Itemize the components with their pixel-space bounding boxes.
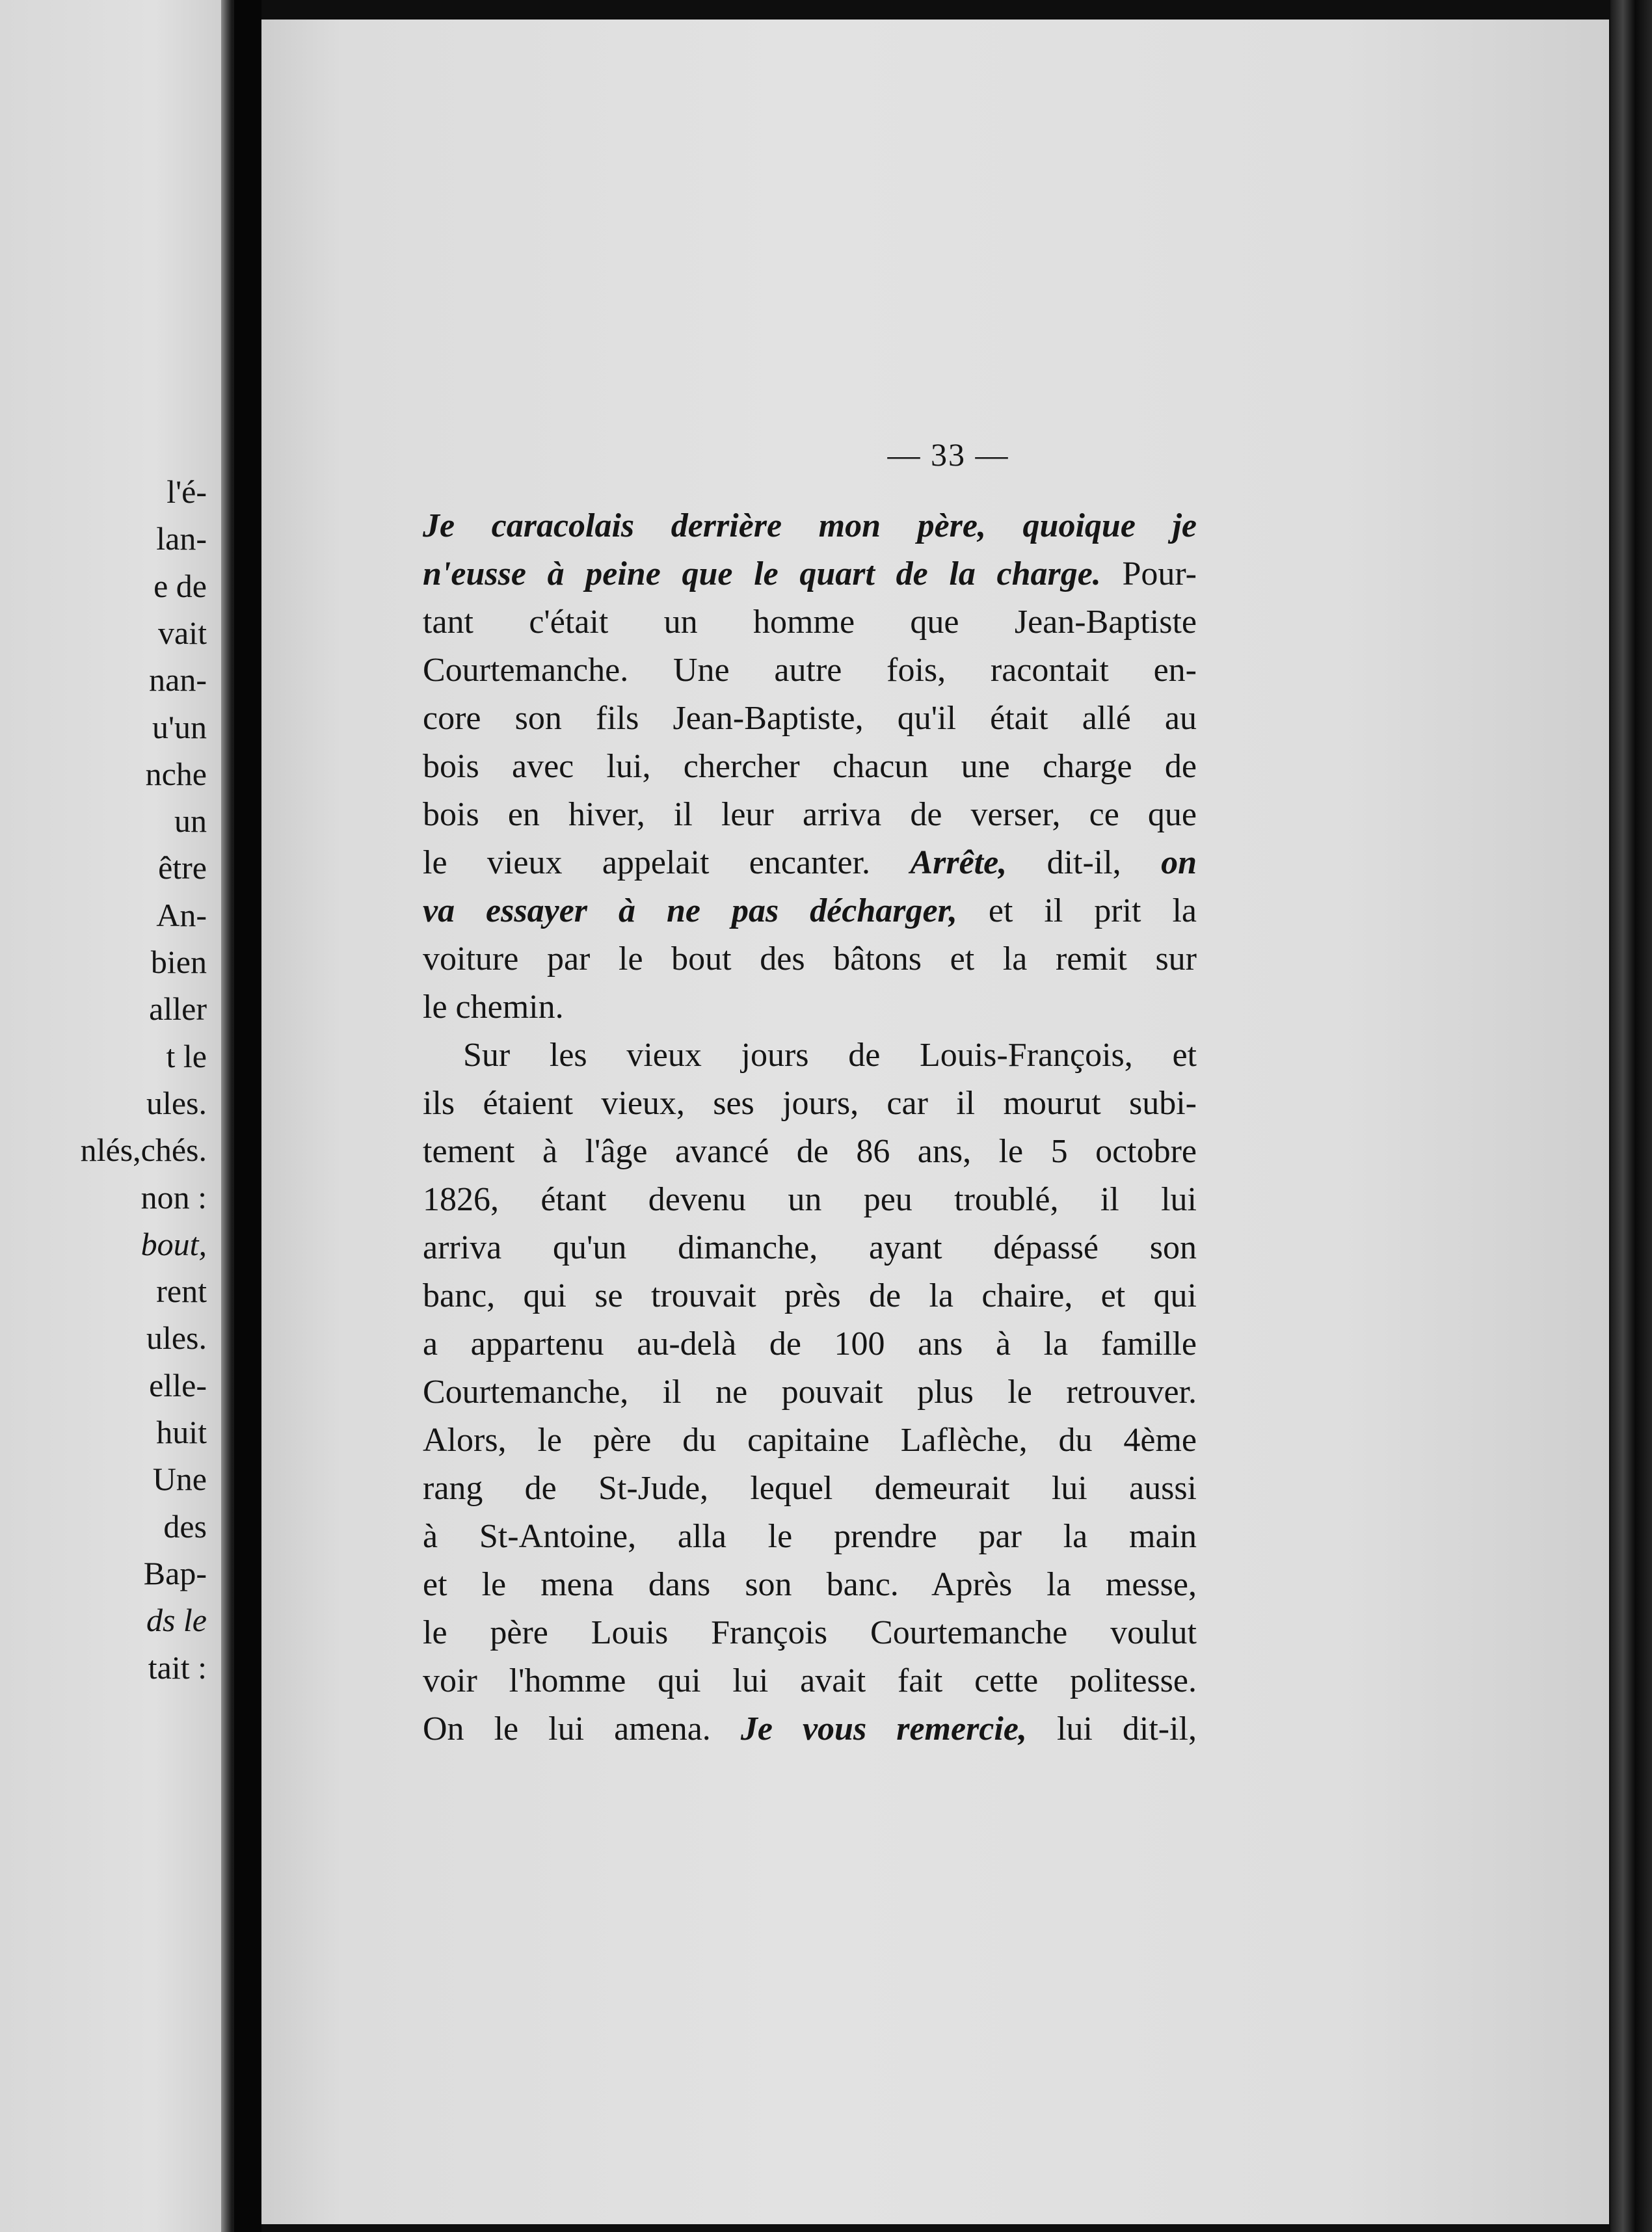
text-span: tement à l'âge avancé de 86 ans, le 5 octobre	[423, 1133, 1197, 1170]
book-spine	[234, 0, 261, 2232]
left-page-line: tait :	[148, 1649, 207, 1686]
text-line	[423, 598, 1197, 646]
text-line	[423, 1368, 1197, 1416]
text-line	[423, 1609, 1197, 1657]
left-page-line: ules.	[146, 1320, 207, 1357]
text-line	[423, 1320, 1197, 1368]
left-page-line: Bap-	[143, 1554, 207, 1591]
left-page-line: aller	[149, 990, 207, 1028]
text-line	[423, 1465, 1197, 1513]
text-line	[423, 502, 1197, 550]
left-page-line: nan-	[149, 661, 207, 698]
text-line	[423, 1176, 1197, 1224]
text-line	[423, 887, 1197, 935]
left-page-line: des	[163, 1508, 207, 1545]
text-line	[423, 695, 1197, 743]
text-line	[423, 1224, 1197, 1272]
text-span: Pour-	[1100, 555, 1197, 592]
text-line	[423, 1128, 1197, 1176]
text-span: voiture par le bout des bâtons et la remit sur	[423, 940, 1197, 977]
text-line	[423, 935, 1197, 983]
text-span: bois en hiver, il leur arriva de verser, ce que	[423, 796, 1197, 833]
left-page-line: huit	[156, 1414, 207, 1450]
left-page-line: ules.	[146, 1084, 207, 1121]
left-page-line: nlés,chés.	[80, 1132, 207, 1169]
text-span: le père Louis François Courtemanche voulut	[423, 1614, 1197, 1651]
text-span: le vieux appelait encanter.	[423, 844, 911, 881]
italic-text: Je vous remercie,	[740, 1710, 1027, 1747]
text-span: arriva qu'un dimanche, ayant dépassé son	[423, 1229, 1197, 1266]
text-line	[423, 1657, 1197, 1705]
text-line	[423, 1561, 1197, 1609]
text-span: lui dit-il,	[1026, 1710, 1197, 1747]
left-page-line: non :	[140, 1178, 207, 1216]
left-page-line: rent	[156, 1273, 207, 1310]
text-span: On le lui amena.	[423, 1710, 741, 1747]
left-page-line: bout,	[140, 1225, 207, 1262]
left-page-line: un	[174, 803, 207, 840]
page-number: — 33 —	[887, 436, 1009, 473]
text-line	[423, 1080, 1197, 1128]
left-page-line: nche	[145, 755, 207, 792]
text-span: ils étaient vieux, ses jours, car il mourut subi-	[423, 1085, 1197, 1122]
text-span: core son fils Jean-Baptiste, qu'il était allé au	[423, 700, 1197, 737]
left-page-line: lan-	[156, 520, 207, 557]
text-span: tant c'était un homme que Jean-Baptiste	[423, 604, 1197, 641]
text-line	[423, 1272, 1197, 1320]
text-line	[423, 839, 1197, 887]
text-span: bois avec lui, chercher chacun une charge de	[423, 748, 1197, 785]
left-page-line: vait	[158, 614, 207, 651]
body-text	[423, 502, 1197, 1753]
text-line	[423, 1031, 1197, 1080]
text-span: a appartenu au-delà de 100 ans à la famille	[423, 1325, 1197, 1362]
text-span: Sur les vieux jours de Louis-François, et	[463, 1037, 1197, 1074]
italic-text: va essayer à ne pas décharger,	[423, 892, 957, 929]
left-page-line: Une	[152, 1461, 207, 1498]
left-page-line: t le	[166, 1037, 207, 1074]
text-span: rang de St-Jude, lequel demeurait lui aussi	[423, 1470, 1197, 1507]
text-span: et il prit la	[957, 892, 1197, 929]
left-page-line: An-	[156, 896, 207, 933]
left-page-line: e de	[153, 567, 207, 604]
left-page-fragment	[0, 0, 221, 2232]
text-span: à St-Antoine, alla le prendre par la main	[423, 1518, 1197, 1555]
text-span: et le mena dans son banc. Après la messe,	[423, 1566, 1197, 1603]
left-page-line: u'un	[152, 708, 207, 745]
text-line	[423, 1705, 1197, 1753]
text-line	[423, 1416, 1197, 1465]
left-page-line: bien	[150, 944, 207, 980]
left-page-line: ds le	[146, 1602, 207, 1639]
text-line	[423, 646, 1197, 695]
left-page-line: être	[158, 849, 207, 886]
text-span: banc, qui se trouvait près de la chaire, et qui	[423, 1277, 1197, 1314]
text-line	[423, 550, 1197, 598]
text-span: Courtemanche. Une autre fois, racontait en-	[423, 652, 1197, 689]
text-line	[423, 1513, 1197, 1561]
italic-text: n'eusse à peine que le quart de la charge.	[423, 555, 1101, 592]
text-span: Courtemanche, il ne pouvait plus le retrouver.	[423, 1374, 1197, 1411]
italic-text: Arrête,	[910, 844, 1007, 881]
text-span: dit-il,	[1007, 844, 1162, 881]
left-page-line: l'é-	[167, 473, 207, 510]
text-line	[423, 743, 1197, 791]
text-span: le chemin.	[423, 989, 564, 1026]
text-line	[423, 983, 1197, 1031]
italic-text: Je caracolais derrière mon père, quoique je	[423, 507, 1197, 544]
right-frame-edge	[1610, 0, 1652, 2232]
text-span: 1826, étant devenu un peu troublé, il lui	[423, 1181, 1197, 1218]
left-page-line: elle-	[149, 1366, 207, 1403]
italic-text: on	[1161, 844, 1197, 881]
text-line	[423, 791, 1197, 839]
text-span: voir l'homme qui lui avait fait cette politesse.	[423, 1662, 1197, 1699]
text-span: Alors, le père du capitaine Laflèche, du 4ème	[423, 1422, 1197, 1459]
